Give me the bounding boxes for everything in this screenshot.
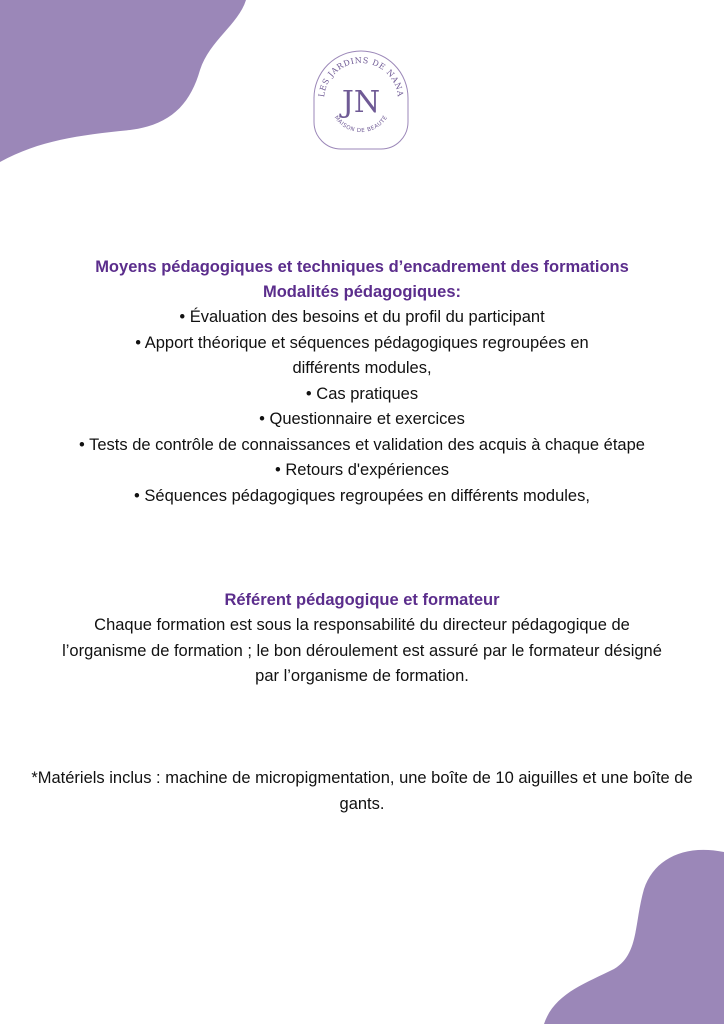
- section2-body: Chaque formation est sous la responsabilité du directeur pédagogique de l’organisme de formation ; le bon déroulement est assuré par le formateur désigné par l’organisme de formation.: [62, 616, 662, 685]
- section2-title: Référent pédagogique et formateur: [224, 591, 500, 609]
- list-item: • Tests de contrôle de connaissances et validation des acquis à chaque étape: [62, 433, 662, 459]
- list-item: • Évaluation des besoins et du profil du participant: [0, 305, 724, 331]
- list-item: • Apport théorique et séquences pédagogiques regroupées en différents modules,: [112, 331, 612, 382]
- logo-tagline: MAISON DE BEAUTÉ: [332, 114, 390, 135]
- section-moyens: [0, 255, 724, 509]
- brand-logo: [306, 40, 416, 152]
- list-item: • Cas pratiques: [0, 382, 724, 408]
- list-item: • Séquences pédagogiques regroupées en différents modules,: [0, 484, 724, 510]
- logo-arc-text: LES JARDINS DE NANA: [317, 55, 405, 98]
- section1-list: [0, 305, 724, 509]
- footnote-text: *Matériels inclus : machine de micropigmentation, une boîte de 10 aiguilles et une boîte de gants.: [31, 769, 693, 813]
- list-item: • Retours d'expériences: [0, 458, 724, 484]
- section1-subtitle: Modalités pédagogiques:: [262, 283, 462, 301]
- section-referent: [0, 588, 724, 690]
- logo-monogram: JN: [341, 85, 381, 120]
- section1-title: Moyens pédagogiques et techniques d’encadrement des formations: [95, 258, 629, 276]
- corner-blob-bottom-right: [544, 844, 724, 1024]
- list-item: • Questionnaire et exercices: [0, 407, 724, 433]
- corner-blob-top-left: [0, 0, 250, 165]
- section-footnote: [0, 766, 724, 817]
